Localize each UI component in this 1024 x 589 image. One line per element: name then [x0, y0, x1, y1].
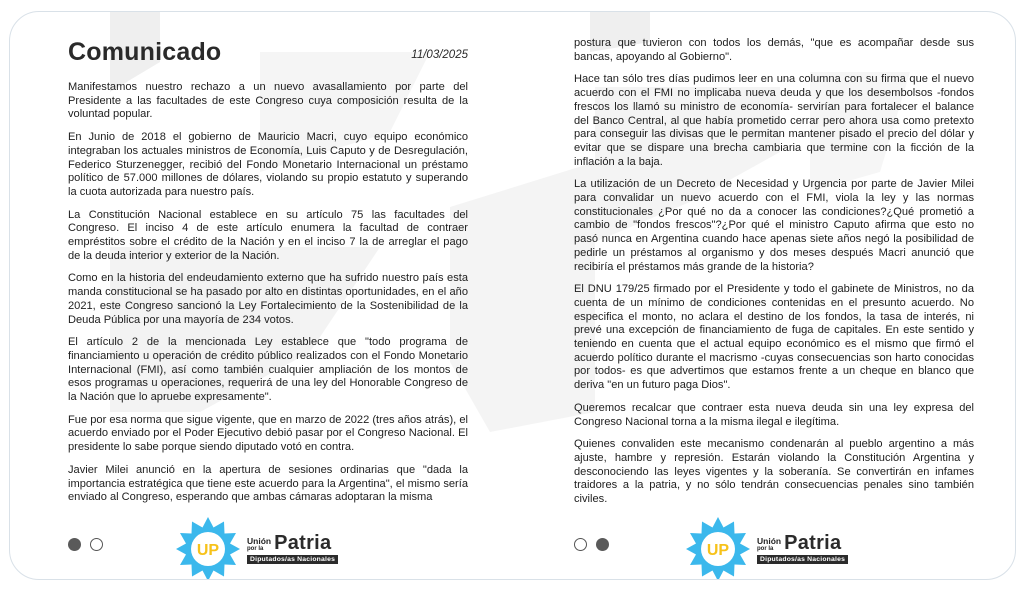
- paragraph: Como en la historia del endeudamiento externo que ha sufrido nuestro país esta manda constitucional se ha pasado por alto en distintas oportunidades, en el año 2021, este Congreso sancionó la Ley Fortalecimiento de la Sostenibilidad de la Deuda Pública por una mayoría de 234 votos.: [68, 272, 468, 326]
- logo-word-patria: Patria: [784, 532, 842, 554]
- union-por-la-patria-logo: [685, 516, 848, 580]
- paragraph: La utilización de un Decreto de Necesidad y Urgencia por parte de Javier Milei para convalidar un nuevo acuerdo con el FMI, viola la ley y las normas constitucionales ¿Por qué no da a conocer las condiciones?¿Qué prometió a cambio de "fondos frescos"?¿Por qué el ministro Caputo afirma que esto no pasó nunca en Argentina cuando hace apenas siete años negó la posibilidad de pedirle un préstamos al organismo y dos meses después Macri anunció que recibiría el préstamos más grande de la historia?: [574, 178, 974, 273]
- page-body: [574, 37, 974, 516]
- sun-icon: [685, 516, 751, 580]
- page-2: [574, 12, 974, 579]
- logo-word-union: Unión: [247, 536, 272, 546]
- paragraph: postura que tuvieron con todos los demás, "que es acompañar desde sus bancas, apoyando al Gobierno".: [574, 37, 974, 63]
- logo-word-union: Unión: [757, 536, 782, 546]
- paragraph: El DNU 179/25 firmado por el Presidente y todo el gabinete de Ministros, no da cuenta de un mínimo de condiciones contenidas en el presunto acuerdo. No especifica el monto, no aclara el destino de los fondos, la tasa de interés, ni prevé una excepción de financiamiento de fuga de capitales. En este sentido y teniendo en cuenta que el actual equipo económico es el mismo que firmó el acuerdo político durante el macrismo -cuyas consecuencias son harto conocidas por todos- es que advertimos que estamos frente a un cheque en blanco que deriva "en un futuro paga Dios".: [574, 283, 974, 392]
- page-dot-active[interactable]: [68, 538, 81, 551]
- logo-word-porla: por la: [757, 546, 774, 552]
- paragraph: Fue por esa norma que sigue vigente, que en marzo de 2022 (tres años atrás), el acuerdo enviado por el Poder Ejecutivo debió pasar por el Congreso Nacional. El presidente lo sabe porque siendo diputado votó en contra.: [68, 413, 468, 454]
- sun-icon: [175, 516, 241, 580]
- page-indicator: [574, 538, 609, 551]
- paragraph: La Constitución Nacional establece en su artículo 75 las facultades del Congreso. El inciso 4 de este artículo enumera la facultad de contraer empréstitos sobre el crédito de la Nación y en el inciso 7 la de arreglar el pago de la deuda interior y exterior de la Nación.: [68, 208, 468, 262]
- logo-badge-text: UP: [706, 542, 730, 559]
- logo-badge-text: UP: [196, 542, 220, 559]
- paragraph: Javier Milei anunció en la apertura de sesiones ordinarias que "dada la importancia estratégica que tiene este acuerdo para la Argentina", el mismo sería enviado al Congreso, esperando que ambas cámaras adoptaran la misma: [68, 463, 468, 504]
- page-1: [68, 12, 468, 579]
- page-dot-inactive[interactable]: [574, 538, 587, 551]
- page-dot-active[interactable]: [596, 538, 609, 551]
- union-por-la-patria-logo: [175, 516, 338, 580]
- logo-subtitle: Diputados/as Nacionales: [247, 555, 338, 564]
- paragraph: En Junio de 2018 el gobierno de Mauricio Macri, cuyo equipo económico integraban los actuales ministros de Economía, Luis Caputo y de Desregulación, Federico Sturzenegger, recibió del Fondo Monetario Internacional un préstamo político de 57.000 millones de dólares, violando su propio estatuto y superando la cuota autorizada para nuestro país.: [68, 131, 468, 198]
- date: 11/03/2025: [411, 49, 468, 61]
- paragraph: Queremos recalcar que contraer esta nueva deuda sin una ley expresa del Congreso Nacional torna a la misma ilegal e ilegítima.: [574, 401, 974, 428]
- logo-word-porla: por la: [247, 546, 264, 552]
- paragraph: Quienes convaliden este mecanismo condenarán al pueblo argentino a más ajuste, hambre y represión. Estarán violando la Constitución Argentina y desconociendo las leyes vigentes y la soberanía. Se convertirán en infames traidores a la patria, y no sólo tendrán consecuencias penales sino también civiles.: [574, 438, 974, 506]
- page-dot-inactive[interactable]: [90, 538, 103, 551]
- paragraph: Hace tan sólo tres días pudimos leer en una columna con su firma que el nuevo acuerdo con el FMI no implicaba nueva deuda y que los desembolsos -fondos frescos los llamó su ministro de economía- servirían para fortalecer el balance del Banco Central, al que había prometido cerrar pero ahora usa como pretexto para conseguir las divisas que le permitan mantener pisado el precio del dólar y evitar que se dispare una brecha cambiaria que termine con la ficción de la inflación a la baja.: [574, 73, 974, 168]
- logo-subtitle: Diputados/as Nacionales: [757, 555, 848, 564]
- communique-card: [9, 11, 1016, 580]
- page-title: Comunicado: [68, 38, 222, 66]
- paragraph: El artículo 2 de la mencionada Ley establece que "todo programa de financiamiento u operación de crédito público realizados con el Fondo Monetario Internacional (FMI), así como también cualquier ampliación de los montos de esos programas u operaciones, requerirá de una ley del Honorable Congreso de la Nación que lo apruebe expresamente".: [68, 336, 468, 404]
- page-body: [68, 81, 468, 514]
- paragraph: Manifestamos nuestro rechazo a un nuevo avasallamiento por parte del Presidente a las facultades de este Congreso cuya composición resulta de la voluntad popular.: [68, 81, 468, 121]
- logo-word-patria: Patria: [274, 532, 332, 554]
- page-indicator: [68, 538, 103, 551]
